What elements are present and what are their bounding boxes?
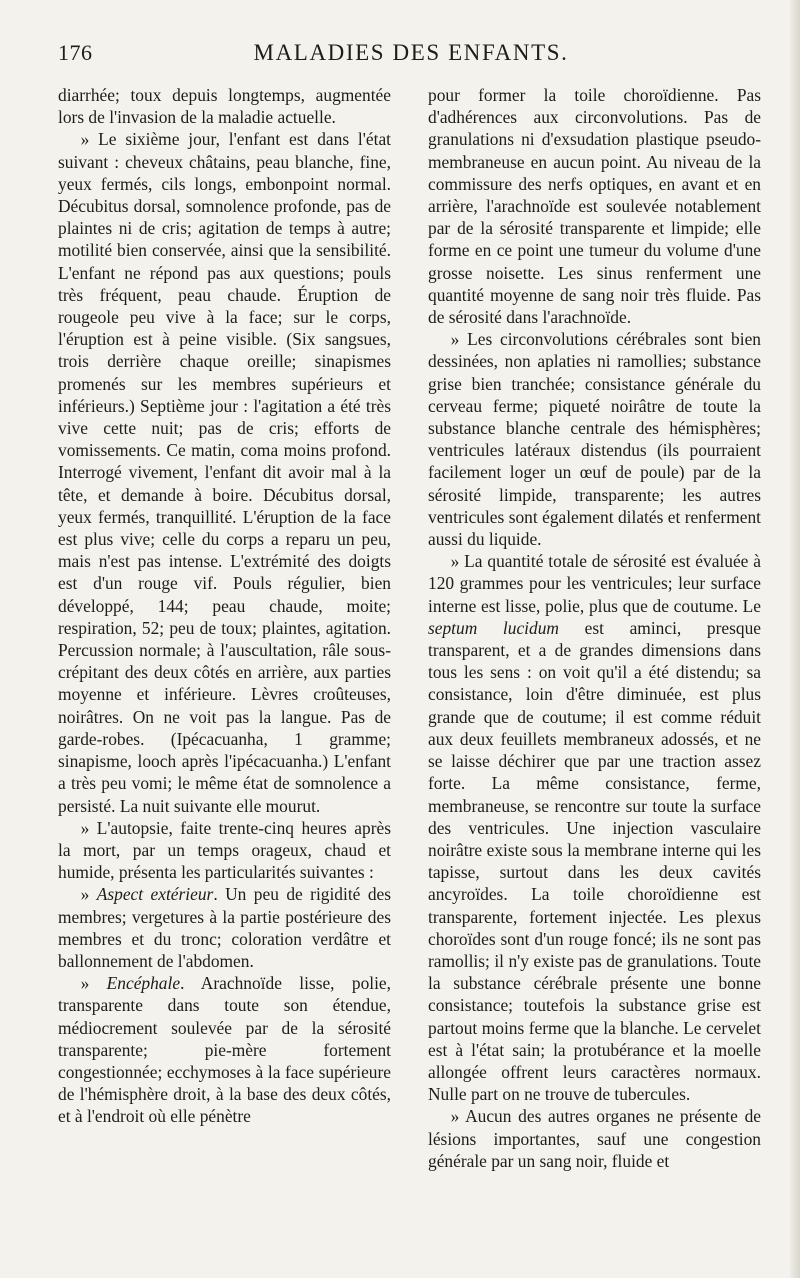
- paragraph-text: » La quantité totale de sérosité est évaluée à 120 grammes pour les ventricules; leur surface interne est lisse, polie, plus que de coutume. Le: [428, 551, 761, 616]
- page-number: 176: [58, 40, 93, 65]
- paragraph: » Le sixième jour, l'enfant est dans l'état suivant : cheveux châtains, peau blanche, fine, yeux fermés, cils longs, embonpoint normal. Décubitus dorsal, somnolence profonde, pas de plaintes ni de cris; agitation de temps à autre; motilité bien conservée, ainsi que la sensibilité. L'enfant ne répond pas aux questions; pouls très fréquent, peau chaude. Éruption de rougeole peu vive à la face; sur le corps, l'éruption est à peine visible. (Six sangsues, trois derrière chaque oreille; sinapismes promenés sur les membres supérieurs et inférieurs.) Septième jour : l'agitation a été très vive cette nuit; pas de cris; efforts de vomissements. Ce matin, coma moins profond. Interrogé vivement, l'enfant dit avoir mal à la tête, et demande à boire. Décubitus dorsal, yeux fermés, tranquillité. L'éruption de la face est plus vive; celle du corps a reparu un peu, mais n'est pas intense. L'extrémité des doigts est d'un rouge vif. Pouls régulier, bien développé, 144; peau chaude, moite; respiration, 52; peu de toux; plaintes, agitation. Percussion normale; à l'auscultation, râle sous-crépitant des deux côtés en arrière, aux parties moyenne et inférieure. Lèvres croûteuses, noirâtres. On ne voit pas la langue. Pas de garde-robes. (Ipécacuanha, 1 gramme; sinapisme, looch après l'ipécacuanha.) L'enfant a très peu vomi; le même état de somnolence a persisté. La nuit suivante elle mourut.: [58, 129, 391, 816]
- section-heading: Aspect extérieur: [96, 884, 214, 905]
- page-header: [58, 40, 764, 74]
- latin-term: septum lucidum: [428, 617, 559, 638]
- paragraph-text: . Un peu de rigidité des membres; vergetures à la partie postérieure des membres et du tronc; coloration verdâtre et ballonnement de l'abdomen.: [58, 884, 391, 971]
- left-column: [58, 84, 391, 1128]
- paragraph-text: est aminci, presque transparent, et a de grandes dimensions dans tous les sens : on voit qu'il a été distendu; sa consistance, loin d'être diminuée, est plus grande que de coutume; il est comme réduit aux deux feuillets membraneux adossés, et ne se laisse déchirer que par une traction assez forte. La même consistance, ferme, membraneuse, se rencontre sur toute la surface des ventricules. Une injection vasculaire noirâtre existe sous la membrane interne qui les tapisse, surtout dans les deux cavités ancyroïdes. La toile choroïdienne est transparente, fortement injectée. Les plexus choroïdes sont d'un rouge foncé; ils ne sont pas ramollis; il n'y existe pas de granulations. Toute la substance cérébrale présente une bonne consistance; toutefois la substance grise est partout moins ferme que la blanche. Le cervelet est à l'état sain; la protubérance et la moelle allongée offrent leurs caractères normaux. Nulle part on ne trouve de tubercules.: [428, 617, 761, 1105]
- section-heading: Encéphale: [106, 973, 181, 994]
- running-title: MALADIES DES ENFANTS.: [253, 40, 569, 65]
- paragraph-text: . Arachnoïde lisse, polie, transparente dans toute son étendue, médiocrement soulevée par de la sérosité transparente; pie-mère fortement congestionnée; ecchymoses à la face supérieure de l'hémisphère droit, à la base des deux côtés, et à l'endroit où elle pénètre: [58, 973, 391, 1127]
- paragraph: [58, 972, 391, 1127]
- paragraph: [428, 550, 761, 1105]
- paragraph: » Les circonvolutions cérébrales sont bien dessinées, non aplaties ni ramollies; substance grise bien tranchée; consistance générale du cerveau ferme; piqueté noirâtre de toute la substance blanche centrale des hémisphères; ventricules latéraux distendus (ils pourraient facilement loger un œuf de poule) par de la sérosité limpide, transparente; les autres ventricules sont également dilatés et renferment aussi du liquide.: [428, 329, 761, 550]
- paragraph: [58, 883, 391, 972]
- paragraph: pour former la toile choroïdienne. Pas d'adhérences aux circonvolutions. Pas de granulations ni d'exsudation plastique pseudo-membraneuse en aucun point. Au niveau de la commissure des nerfs optiques, en avant et en arrière, l'arachnoïde est soulevée notablement par de la sérosité transparente et limpide; elle forme en ce point une tumeur du volume d'une grosse noisette. Les sinus renferment une quantité moyenne de sang noir très fluide. Pas de sérosité dans l'arachnoïde.: [428, 85, 761, 328]
- paragraph: diarrhée; toux depuis longtemps, augmentée lors de l'invasion de la maladie actuelle.: [58, 85, 391, 128]
- page-edge: [790, 0, 800, 1278]
- right-column: [428, 84, 761, 1172]
- paragraph-lead: »: [80, 973, 107, 994]
- paragraph: » Aucun des autres organes ne présente de lésions importantes, sauf une congestion générale par un sang noir, fluide et: [428, 1106, 761, 1171]
- paragraph: » L'autopsie, faite trente-cinq heures après la mort, par un temps orageux, chaud et humide, présenta les particularités suivantes :: [58, 817, 391, 883]
- paragraph-lead: »: [80, 884, 97, 905]
